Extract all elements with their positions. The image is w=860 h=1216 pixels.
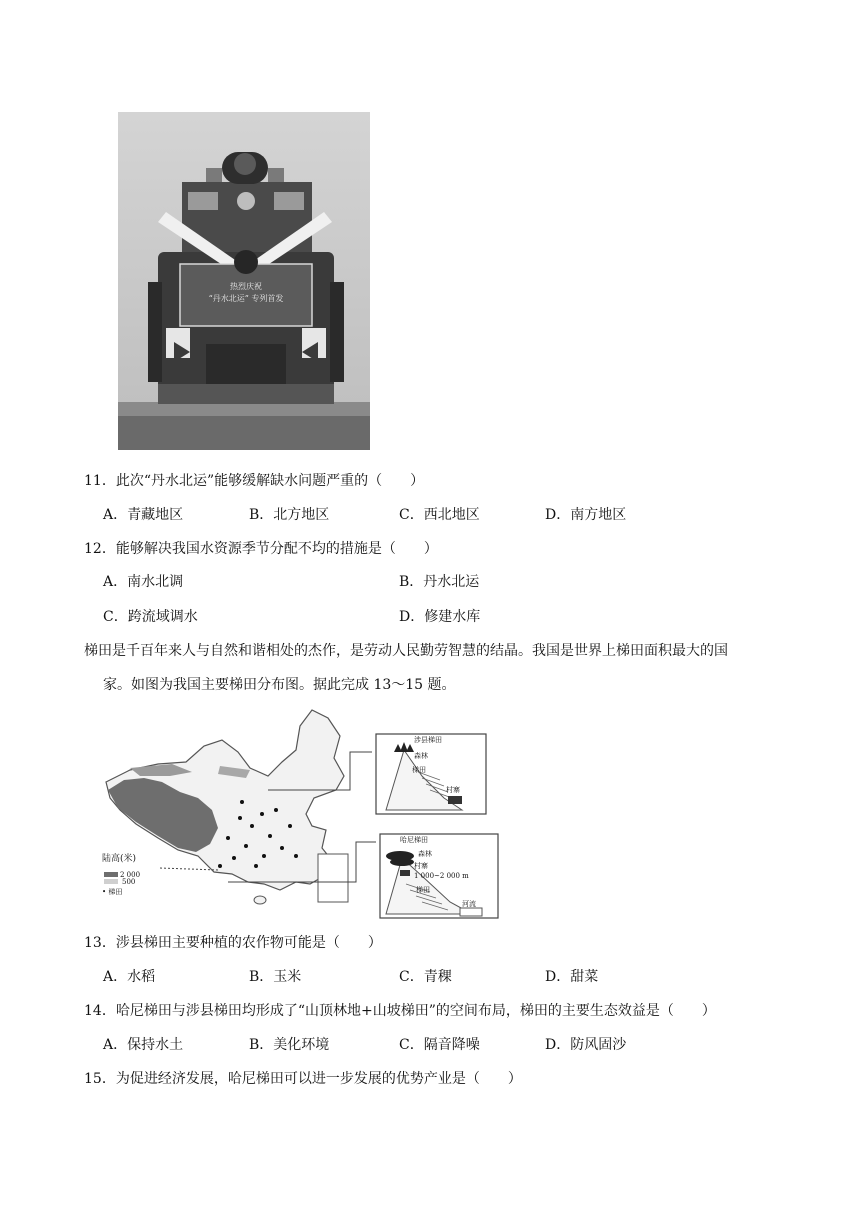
option-c: C．青稞 xyxy=(399,969,452,985)
question-number: 11． xyxy=(84,473,116,489)
inset-bottom-terrace: 梯田 xyxy=(416,886,430,894)
train-illustration xyxy=(118,112,370,450)
question-number: 15． xyxy=(84,1071,116,1087)
inset-bottom-title: 哈尼梯田 xyxy=(400,836,428,844)
inset-bottom-river: 河流 xyxy=(462,900,476,908)
inset-bottom-forest: 森林 xyxy=(418,850,432,858)
option-d: D．防风固沙 xyxy=(545,1037,627,1053)
inset-top-village: 村寨 xyxy=(446,786,460,794)
option-c: C．隔音降噪 xyxy=(399,1037,480,1053)
inset-top-terrace: 梯田 xyxy=(412,766,426,774)
question-15 xyxy=(84,1070,522,1088)
option-b: B．玉米 xyxy=(249,969,302,985)
question-13 xyxy=(84,934,382,952)
question-text: 为促进经济发展，哈尼梯田可以进一步发展的优势产业是（ ） xyxy=(115,1071,522,1087)
legend-2000: 2 000 xyxy=(120,871,141,879)
legend-500: 500 xyxy=(122,878,136,886)
sign-text-2: “丹水北运” 专列首发 xyxy=(208,294,284,303)
option-d: D．修建水库 xyxy=(399,609,481,625)
sign-text-1: 热烈庆祝 xyxy=(230,282,262,291)
question-number: 14． xyxy=(84,1003,116,1019)
inset-bottom-elevation: 1 000~2 000 m xyxy=(414,872,469,880)
question-number: 12． xyxy=(84,541,116,557)
question-number: 13． xyxy=(84,935,116,951)
question-11 xyxy=(84,472,424,490)
inset-top-title: 涉县梯田 xyxy=(414,736,442,744)
question-14 xyxy=(84,1002,716,1020)
question-12 xyxy=(84,540,438,558)
passage-line-2: 家。如图为我国主要梯田分布图。据此完成 13～15 题。 xyxy=(103,677,456,693)
legend-title: 陆高(米) xyxy=(102,854,137,864)
legend-terrace: • 梯田 xyxy=(102,888,123,896)
option-c: C．西北地区 xyxy=(399,507,480,523)
option-d: D．甜菜 xyxy=(545,969,599,985)
option-b: B．北方地区 xyxy=(249,507,330,523)
option-d: D．南方地区 xyxy=(545,507,627,523)
option-b: B．美化环境 xyxy=(249,1037,330,1053)
option-a: A．保持水土 xyxy=(103,1037,184,1053)
option-a: A．水稻 xyxy=(103,969,156,985)
train-photo xyxy=(118,112,370,450)
inset-bottom-village: 村寨 xyxy=(414,862,428,870)
option-b: B．丹水北运 xyxy=(399,574,480,590)
option-a: A．南水北调 xyxy=(103,574,184,590)
question-text: 涉县梯田主要种植的农作物可能是（ ） xyxy=(115,935,382,951)
inset-top-forest: 森林 xyxy=(414,752,428,760)
question-text: 能够解决我国水资源季节分配不均的措施是（ ） xyxy=(115,541,438,557)
question-text: 此次“丹水北运”能够缓解缺水问题严重的（ ） xyxy=(115,473,425,489)
question-text: 哈尼梯田与涉县梯田均形成了“山顶林地+山坡梯田”的空间布局，梯田的主要生态效益是（ ） xyxy=(115,1003,716,1019)
option-a: A．青藏地区 xyxy=(103,507,184,523)
terrace-distribution-map xyxy=(100,706,504,920)
option-c: C．跨流域调水 xyxy=(103,609,198,625)
passage-line-1: 梯田是千百年来人与自然和谐相处的杰作，是劳动人民勤劳智慧的结晶。我国是世界上梯田面积最大的国 xyxy=(84,643,728,659)
china-map-illustration xyxy=(100,706,504,920)
